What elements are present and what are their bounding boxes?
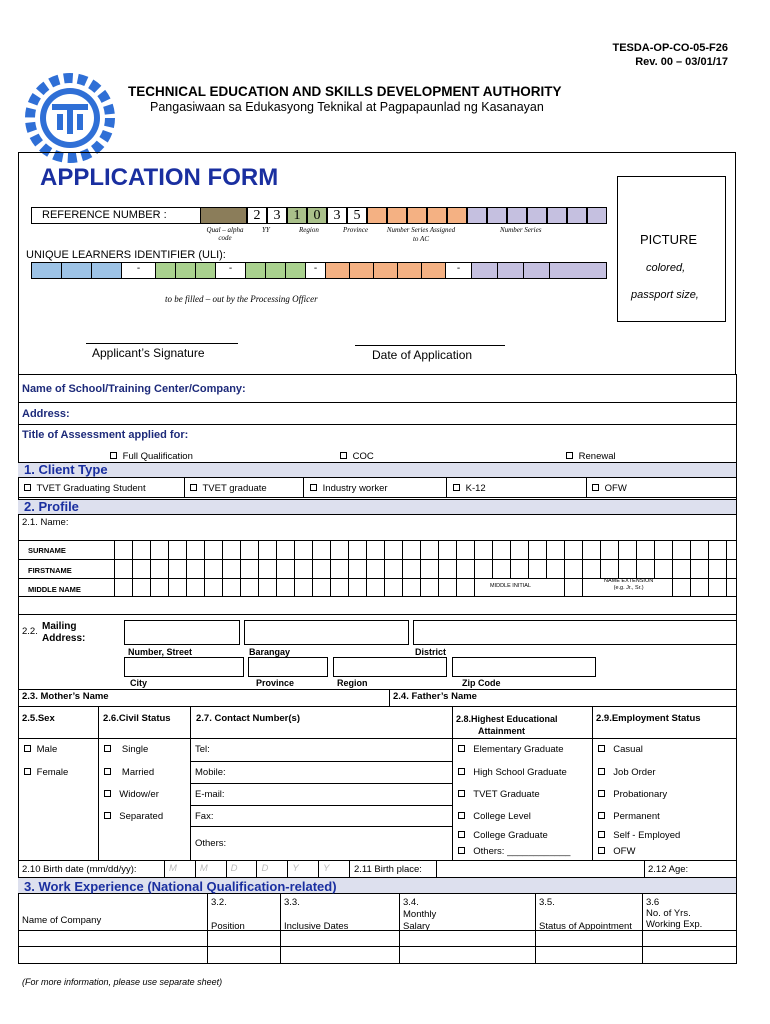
name-grid-divider — [276, 541, 277, 596]
checkbox-icon[interactable] — [104, 790, 111, 797]
contact-fax[interactable]: Fax: — [195, 811, 214, 822]
father-name-label: 2.4. Father’s Name — [393, 691, 477, 702]
checkbox-icon[interactable] — [566, 452, 573, 459]
name-grid-divider — [312, 541, 313, 596]
ref-series-7[interactable] — [587, 207, 607, 224]
checkbox-icon[interactable] — [340, 452, 347, 459]
agency-subtitle: Pangasiwaan sa Edukasyong Teknikal at Pagpapaunlad ng Kasanayan — [150, 100, 544, 114]
name-grid-divider — [690, 541, 691, 596]
ref-region-digit-2[interactable]: 0 — [307, 207, 327, 224]
sex-female[interactable]: Female — [24, 767, 68, 778]
ref-series-5[interactable] — [547, 207, 567, 224]
assessment-full-qualification[interactable]: Full Qualification — [110, 451, 193, 462]
birthplace-label: 2.11 Birth place: — [354, 864, 422, 875]
tesda-logo-icon — [24, 72, 116, 164]
region-field[interactable] — [333, 657, 447, 677]
emp-ofw[interactable]: OFW — [598, 846, 635, 857]
province-field[interactable] — [248, 657, 328, 677]
client-industry-worker[interactable]: Industry worker — [310, 483, 388, 494]
emp-casual[interactable]: Casual — [598, 744, 643, 755]
picture-line1: colored, — [646, 262, 686, 274]
date-line[interactable] — [355, 345, 505, 346]
birth-d2: D — [256, 860, 287, 877]
sex-title: 2.5.Sex — [22, 713, 55, 724]
ref-series-ac-4[interactable] — [427, 207, 447, 224]
name-grid-divider — [150, 541, 151, 596]
date-label: Date of Application — [372, 348, 473, 362]
name-grid-divider — [348, 541, 349, 596]
name-grid-divider — [366, 541, 367, 596]
ref-qual-box[interactable] — [200, 207, 247, 224]
name-grid-divider — [186, 541, 187, 596]
col-company: Name of Company — [22, 915, 102, 926]
checkbox-icon[interactable] — [458, 831, 465, 838]
name-grid-divider — [132, 541, 133, 596]
picture-title: PICTURE — [640, 232, 698, 247]
profile-title: 2. Profile — [24, 499, 79, 514]
name-label: 2.1. Name: — [22, 517, 69, 528]
picture-line2: passport size, — [631, 289, 699, 301]
checkbox-icon[interactable] — [458, 847, 465, 854]
col-salary: 3.4. Monthly Salary — [403, 897, 437, 932]
checkbox-icon[interactable] — [458, 812, 465, 819]
checkbox-icon[interactable] — [24, 768, 31, 775]
ref-province-digit-2[interactable]: 5 — [347, 207, 367, 224]
ref-series-3[interactable] — [507, 207, 527, 224]
name-grid-divider — [222, 541, 223, 596]
civil-married[interactable]: Married — [104, 767, 154, 778]
name-grid-divider — [258, 541, 259, 596]
assessment-coc[interactable]: COC — [340, 451, 374, 462]
uli-dash-4: - — [446, 263, 472, 278]
name-grid-divider — [240, 541, 241, 596]
checkbox-icon[interactable] — [104, 812, 111, 819]
name-grid-divider — [204, 541, 205, 596]
checkbox-icon[interactable] — [453, 484, 460, 491]
edu-others[interactable]: Others: ____________ — [458, 846, 570, 857]
checkbox-icon[interactable] — [24, 484, 31, 491]
birth-m1: M — [164, 860, 195, 877]
name-extension-label: NAME EXTENSION (e.g. Jr., Sr.) — [604, 578, 654, 591]
number-street-field[interactable] — [124, 620, 240, 645]
col-status: 3.5. Status of Appointment — [539, 897, 632, 932]
agency-name: TECHNICAL EDUCATION AND SKILLS DEVELOPMENT AUTHORITY — [128, 84, 562, 99]
profile-header — [18, 499, 736, 515]
checkbox-icon[interactable] — [458, 745, 465, 752]
ref-series-2[interactable] — [487, 207, 507, 224]
address-label: Address: — [22, 408, 70, 420]
checkbox-icon[interactable] — [104, 745, 111, 752]
barangay-field[interactable] — [244, 620, 409, 645]
client-tvet-graduating[interactable]: TVET Graduating Student — [24, 483, 146, 494]
middlename-label: MIDDLE NAME — [28, 585, 81, 594]
ref-sub-province: Province — [343, 226, 369, 234]
contact-title: 2.7. Contact Number(s) — [196, 713, 300, 724]
uli-dash-1: - — [122, 263, 156, 278]
checkbox-icon[interactable] — [458, 768, 465, 775]
barangay-label: Barangay — [249, 647, 291, 657]
contact-tel[interactable]: Tel: — [195, 744, 210, 755]
name-grid-divider — [456, 541, 457, 596]
checkbox-icon[interactable] — [190, 484, 197, 491]
checkbox-icon[interactable] — [598, 768, 605, 775]
ref-qual-fill — [201, 208, 246, 223]
sex-male[interactable]: Male — [24, 744, 57, 755]
birth-d1: D — [226, 860, 257, 877]
edu-college-graduate[interactable]: College Graduate — [458, 830, 548, 841]
employment-title: 2.9.Employment Status — [596, 713, 701, 724]
uli-label: UNIQUE LEARNERS IDENTIFIER (ULI): — [26, 249, 226, 261]
ref-series-4[interactable] — [527, 207, 547, 224]
ref-sub-series-ac: Number Series Assigned to AC — [386, 226, 456, 243]
form-revision: Rev. 00 – 03/01/17 — [635, 56, 728, 68]
ref-region-digit-1[interactable]: 1 — [287, 207, 307, 224]
emp-job-order[interactable]: Job Order — [598, 767, 656, 778]
uli-row[interactable] — [31, 262, 607, 279]
ref-sub-region: Region — [299, 226, 319, 234]
edu-high-school[interactable]: High School Graduate — [458, 767, 567, 778]
name-grid-divider — [582, 541, 583, 596]
ref-province-digit-1[interactable]: 3 — [327, 207, 347, 224]
work-experience-title: 3. Work Experience (National Qualification-related) — [24, 879, 337, 894]
checkbox-icon[interactable] — [24, 745, 31, 752]
contact-mobile[interactable]: Mobile: — [195, 767, 226, 778]
checkbox-icon[interactable] — [458, 790, 465, 797]
ref-series-1[interactable] — [467, 207, 487, 224]
checkbox-icon[interactable] — [592, 484, 599, 491]
form-code: TESDA-OP-CO-05-F26 — [612, 42, 728, 54]
education-title: 2.8.Highest Educational Attainment — [456, 714, 558, 736]
ref-series-6[interactable] — [567, 207, 587, 224]
client-type-title: 1. Client Type — [24, 462, 108, 477]
ref-sub-qual: Qual – alpha code — [206, 226, 244, 242]
middle-initial-label: MIDDLE INITIAL — [490, 583, 531, 589]
birthdate-field[interactable] — [164, 860, 350, 877]
checkbox-icon[interactable] — [110, 452, 117, 459]
col-position: 3.2. Position — [211, 897, 245, 932]
assessment-renewal[interactable]: Renewal — [566, 451, 616, 462]
checkbox-icon[interactable] — [598, 812, 605, 819]
contact-email[interactable]: E-mail: — [195, 789, 225, 800]
checkbox-icon[interactable] — [310, 484, 317, 491]
contact-others[interactable]: Others: — [195, 838, 227, 849]
name-grid-divider — [708, 541, 709, 596]
name-grid-divider — [114, 541, 115, 596]
zip-field[interactable] — [452, 657, 596, 677]
ref-sub-series: Number Series — [500, 226, 542, 234]
name-grid-divider — [672, 541, 673, 596]
firstname-label: FIRSTNAME — [28, 566, 72, 575]
ref-series-ac-2[interactable] — [387, 207, 407, 224]
client-type-header — [18, 462, 736, 478]
birthdate-label: 2.10 Birth date (mm/dd/yy): — [22, 864, 137, 875]
school-label: Name of School/Training Center/Company: — [22, 383, 246, 395]
name-grid-divider — [402, 541, 403, 596]
ref-sub-yy: YY — [262, 226, 270, 234]
city-field[interactable] — [124, 657, 244, 677]
mother-name-label: 2.3. Mother’s Name — [22, 691, 109, 702]
client-tvet-graduate[interactable]: TVET graduate — [190, 483, 267, 494]
age-label: 2.12 Age: — [648, 864, 689, 875]
civil-single[interactable]: Single — [104, 744, 148, 755]
edu-college-level[interactable]: College Level — [458, 811, 531, 822]
reference-number-label: REFERENCE NUMBER : — [42, 209, 167, 221]
birth-y2: Y — [318, 860, 350, 877]
col-years: 3.6 No. of Yrs. Working Exp. — [646, 897, 703, 930]
assessment-label: Title of Assessment applied for: — [22, 429, 189, 441]
name-grid-divider — [168, 541, 169, 596]
civil-separated[interactable]: Separated — [104, 811, 163, 822]
district-field[interactable] — [413, 620, 736, 645]
signature-label: Applicant’s Signature — [92, 346, 205, 360]
province-label: Province — [256, 678, 295, 688]
region-label: Region — [337, 678, 368, 688]
client-k12[interactable]: K-12 — [453, 483, 486, 494]
ref-series-ac-3[interactable] — [407, 207, 427, 224]
ref-yy-digit-2[interactable]: 3 — [267, 207, 287, 224]
processing-note: to be filled – out by the Processing Officer — [165, 294, 318, 304]
checkbox-icon[interactable] — [598, 831, 605, 838]
client-ofw[interactable]: OFW — [592, 483, 627, 494]
emp-self-employed[interactable]: Self - Employed — [598, 830, 680, 841]
edu-elementary[interactable]: Elementary Graduate — [458, 744, 564, 755]
mailing-num: 2.2. — [22, 626, 38, 637]
checkbox-icon[interactable] — [598, 790, 605, 797]
civil-status-title: 2.6.Civil Status — [103, 713, 171, 724]
name-grid-divider — [294, 541, 295, 596]
name-grid-divider — [330, 541, 331, 596]
surname-label: SURNAME — [28, 546, 66, 555]
emp-permanent[interactable]: Permanent — [598, 811, 660, 822]
form-title: APPLICATION FORM — [40, 164, 279, 191]
ref-series-ac-1[interactable] — [367, 207, 387, 224]
mailing-label: Mailing Address: — [42, 621, 86, 644]
ref-yy-digit-1[interactable]: 2 — [247, 207, 267, 224]
checkbox-icon[interactable] — [104, 768, 111, 775]
footer-note: (For more information, please use separate sheet) — [22, 977, 223, 987]
city-label: City — [130, 678, 148, 688]
col-dates: 3.3. Inclusive Dates — [284, 897, 349, 932]
signature-line[interactable] — [86, 343, 238, 344]
number-street-label: Number, Street — [128, 647, 193, 657]
edu-tvet[interactable]: TVET Graduate — [458, 789, 540, 800]
name-grid-divider — [474, 541, 475, 596]
birth-m2: M — [195, 860, 226, 877]
district-label: District — [415, 647, 447, 657]
zip-label: Zip Code — [462, 678, 501, 688]
name-grid-divider — [438, 541, 439, 596]
birth-y1: Y — [287, 860, 318, 877]
ref-series-ac-5[interactable] — [447, 207, 467, 224]
name-grid-divider — [726, 541, 727, 596]
uli-dash-2: - — [216, 263, 246, 278]
name-grid-divider — [564, 541, 565, 596]
name-grid-divider — [420, 541, 421, 596]
checkbox-icon[interactable] — [598, 847, 605, 854]
emp-probationary[interactable]: Probationary — [598, 789, 667, 800]
uli-dash-3: - — [306, 263, 326, 278]
checkbox-icon[interactable] — [598, 745, 605, 752]
name-grid-divider — [384, 541, 385, 596]
civil-widow[interactable]: Widow/er — [104, 789, 159, 800]
